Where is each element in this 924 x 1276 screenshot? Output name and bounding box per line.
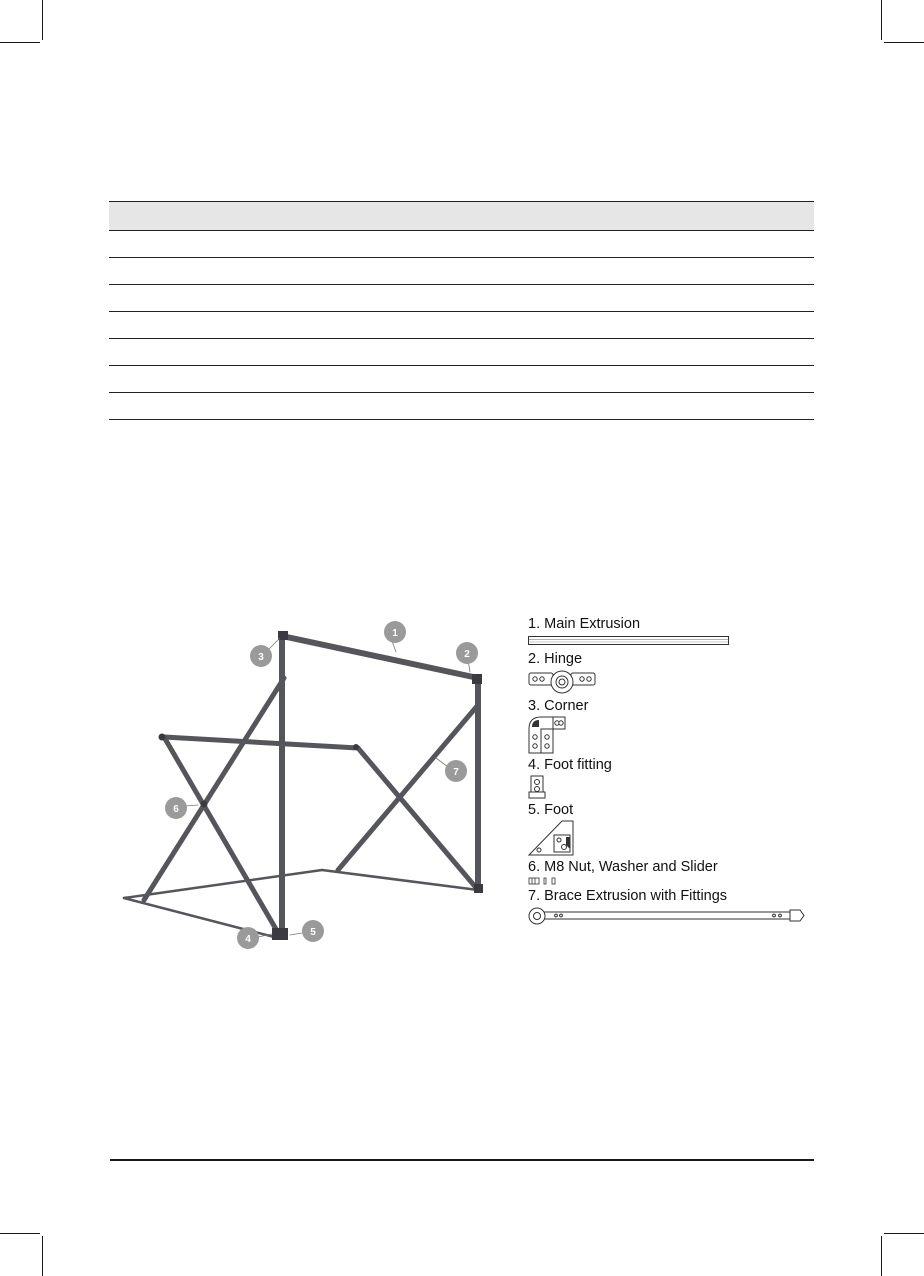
callout-leaders xyxy=(185,638,470,937)
svg-text:3: 3 xyxy=(258,652,264,663)
foot-fitting-icon xyxy=(528,774,548,802)
crop-mark xyxy=(881,1236,882,1276)
brace-extrusion-icon xyxy=(528,905,808,929)
footer-rule xyxy=(110,1159,814,1161)
table-cell xyxy=(109,285,814,312)
table-cell xyxy=(109,258,814,285)
crop-mark xyxy=(0,42,40,43)
legend-item-brace-extrusion xyxy=(528,888,828,929)
table-row xyxy=(109,366,814,393)
callout-3 xyxy=(250,645,272,667)
legend-label: 6. M8 Nut, Washer and Slider xyxy=(528,859,718,875)
corner-icon xyxy=(528,715,578,757)
legend-label: 1. Main Extrusion xyxy=(528,616,641,632)
goal-frame-illustration xyxy=(110,610,500,960)
table-row xyxy=(109,285,814,312)
frame-ground-lines xyxy=(124,870,478,938)
svg-text:7: 7 xyxy=(453,767,459,778)
crop-mark xyxy=(42,0,43,40)
svg-text:6: 6 xyxy=(173,804,179,815)
callout-4 xyxy=(237,927,259,949)
table-row xyxy=(109,339,814,366)
legend-item-hinge xyxy=(528,651,828,698)
legend-label: 4. Foot fitting xyxy=(528,757,612,773)
table-cell xyxy=(109,393,814,420)
table-header-row xyxy=(109,202,814,231)
callout-2 xyxy=(456,642,478,664)
callout-1 xyxy=(384,621,406,643)
table-row xyxy=(109,393,814,420)
legend-item-main-extrusion xyxy=(528,616,828,651)
legend-label: 2. Hinge xyxy=(528,651,583,667)
table-row xyxy=(109,312,814,339)
crop-mark xyxy=(881,0,882,40)
table-cell xyxy=(109,339,814,366)
callout-7 xyxy=(445,760,467,782)
crop-mark xyxy=(884,42,924,43)
table-header-cell xyxy=(109,202,814,231)
legend-item-foot-fitting xyxy=(528,757,828,802)
legend-label: 3. Corner xyxy=(528,698,589,714)
svg-text:1: 1 xyxy=(392,628,398,639)
table-cell xyxy=(109,312,814,339)
crop-mark xyxy=(42,1236,43,1276)
legend-label: 7. Brace Extrusion with Fittings xyxy=(528,888,728,904)
crop-mark xyxy=(0,1233,40,1234)
crop-mark xyxy=(884,1233,924,1234)
legend-item-corner xyxy=(528,698,828,757)
svg-text:2: 2 xyxy=(464,649,470,660)
table-row xyxy=(109,258,814,285)
main-extrusion-icon xyxy=(528,633,730,651)
parts-table xyxy=(109,201,814,420)
table-cell xyxy=(109,366,814,393)
callout-5 xyxy=(302,920,324,942)
svg-text:4: 4 xyxy=(245,934,251,945)
legend-item-nut-washer-slider xyxy=(528,859,828,888)
parts-legend xyxy=(528,616,828,929)
foot-icon xyxy=(528,819,578,859)
nut-washer-slider-icon xyxy=(528,876,568,888)
callout-6 xyxy=(165,797,187,819)
frame-main xyxy=(282,636,478,936)
table-row xyxy=(109,231,814,258)
table-cell xyxy=(109,231,814,258)
frame-back-braces xyxy=(144,678,478,936)
hinge-icon xyxy=(528,668,608,698)
svg-text:5: 5 xyxy=(310,927,316,938)
legend-label: 5. Foot xyxy=(528,802,574,818)
legend-item-foot xyxy=(528,802,828,859)
frame-fittings xyxy=(159,631,484,940)
